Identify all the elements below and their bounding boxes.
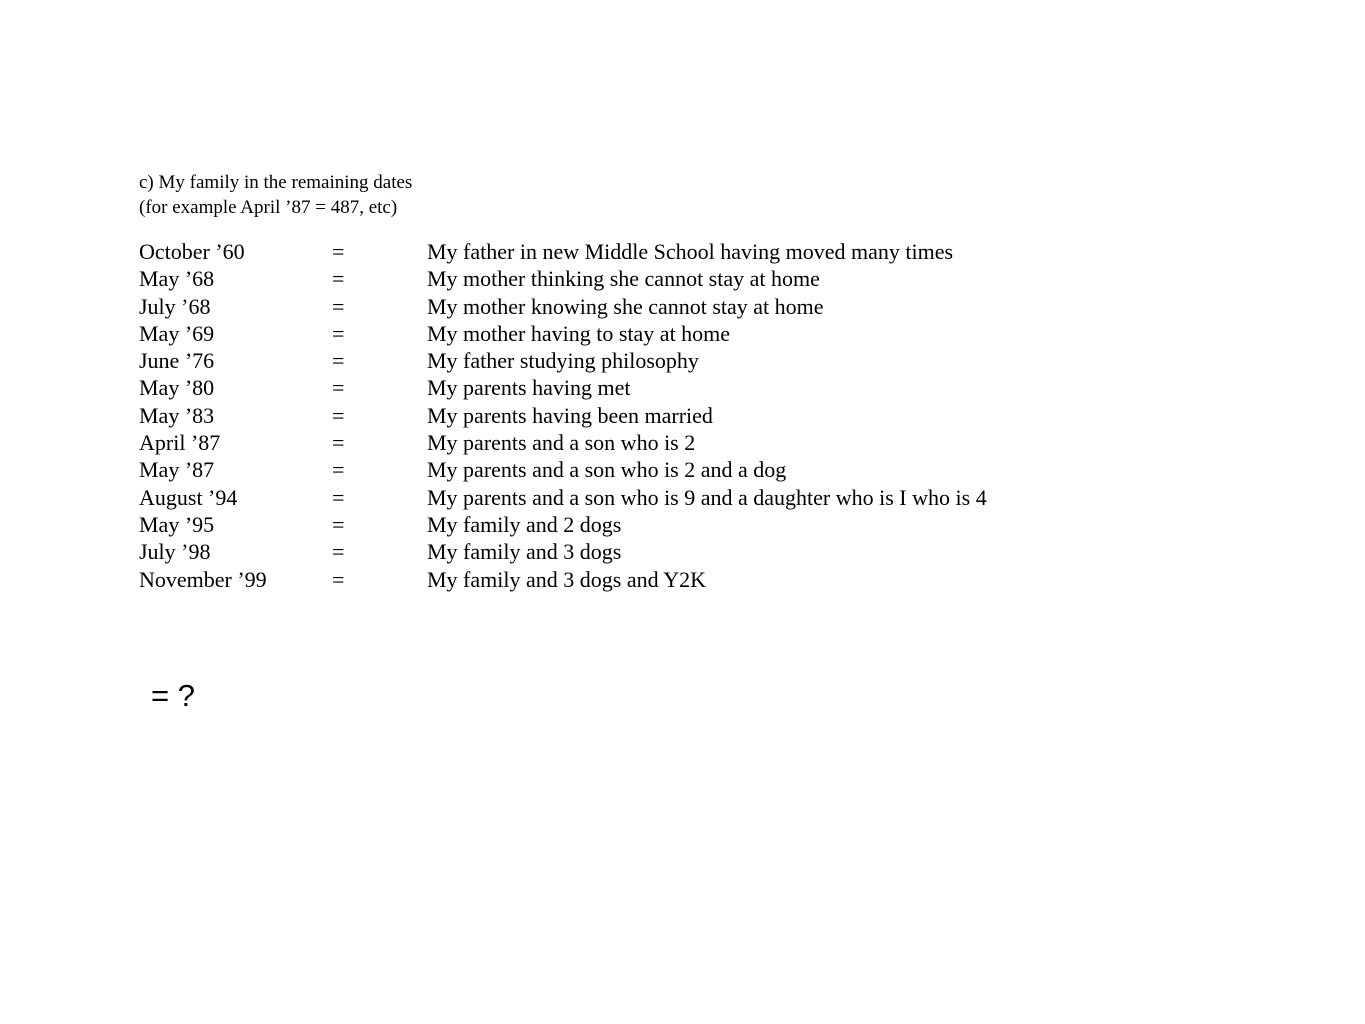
entry-date: May ’87 (139, 457, 215, 483)
entry-date: August ’94 (139, 484, 238, 510)
section-example: (for example April ’87 = 487, etc) (139, 197, 398, 218)
section-title: c) My family in the remaining dates (139, 172, 413, 193)
entry-equals: = (332, 511, 345, 537)
entry-equals: = (332, 320, 345, 346)
list-item (139, 456, 987, 483)
entry-description: My parents having met (427, 375, 631, 401)
entry-date: October ’60 (139, 239, 245, 264)
list-item (139, 238, 987, 265)
entry-date: June ’76 (139, 348, 215, 374)
list-item (139, 566, 987, 593)
entry-date: July ’68 (139, 293, 211, 319)
entry-description: My parents and a son who is 9 and a daughter who is I who is 4 (427, 484, 987, 510)
entry-date: May ’68 (139, 266, 215, 292)
entry-date: July ’98 (139, 539, 211, 565)
list-item (139, 511, 987, 538)
entry-description: My mother thinking she cannot stay at home (427, 266, 820, 292)
list-item (139, 320, 987, 347)
list-item (139, 374, 987, 401)
entry-description: My father in new Middle School having moved many times (427, 239, 954, 264)
entry-description: My family and 3 dogs (427, 539, 622, 565)
entry-date: November ’99 (139, 566, 267, 592)
entry-date: May ’95 (139, 511, 215, 537)
section-header (139, 170, 412, 220)
list-item (139, 429, 987, 456)
entry-description: My mother having to stay at home (427, 320, 731, 346)
entry-equals: = (332, 539, 345, 565)
entry-description: My parents and a son who is 2 and a dog (427, 457, 787, 483)
entry-equals: = (332, 484, 345, 510)
entry-equals: = (332, 239, 345, 264)
list-item (139, 347, 987, 374)
entry-date: April ’87 (139, 430, 221, 456)
entry-equals: = (332, 375, 345, 401)
date-list (139, 238, 987, 593)
entry-description: My parents and a son who is 2 (427, 430, 696, 456)
list-item (139, 265, 987, 292)
list-item (139, 293, 987, 320)
entry-equals: = (332, 457, 345, 483)
entry-equals: = (332, 266, 345, 292)
entry-equals: = (332, 430, 345, 456)
entry-equals: = (332, 293, 345, 319)
entry-equals: = (332, 402, 345, 428)
list-item (139, 484, 987, 511)
question-mark-text: = ? (151, 678, 195, 713)
entry-date: May ’69 (139, 320, 215, 346)
list-item (139, 402, 987, 429)
entry-date: May ’83 (139, 402, 215, 428)
entry-description: My parents having been married (427, 402, 713, 428)
entry-description: My family and 3 dogs and Y2K (427, 566, 707, 592)
entry-equals: = (332, 348, 345, 374)
list-item (139, 538, 987, 565)
entry-date: May ’80 (139, 375, 215, 401)
entry-description: My father studying philosophy (427, 348, 699, 374)
entry-description: My family and 2 dogs (427, 511, 622, 537)
entry-description: My mother knowing she cannot stay at home (427, 293, 824, 319)
entry-equals: = (332, 566, 345, 592)
